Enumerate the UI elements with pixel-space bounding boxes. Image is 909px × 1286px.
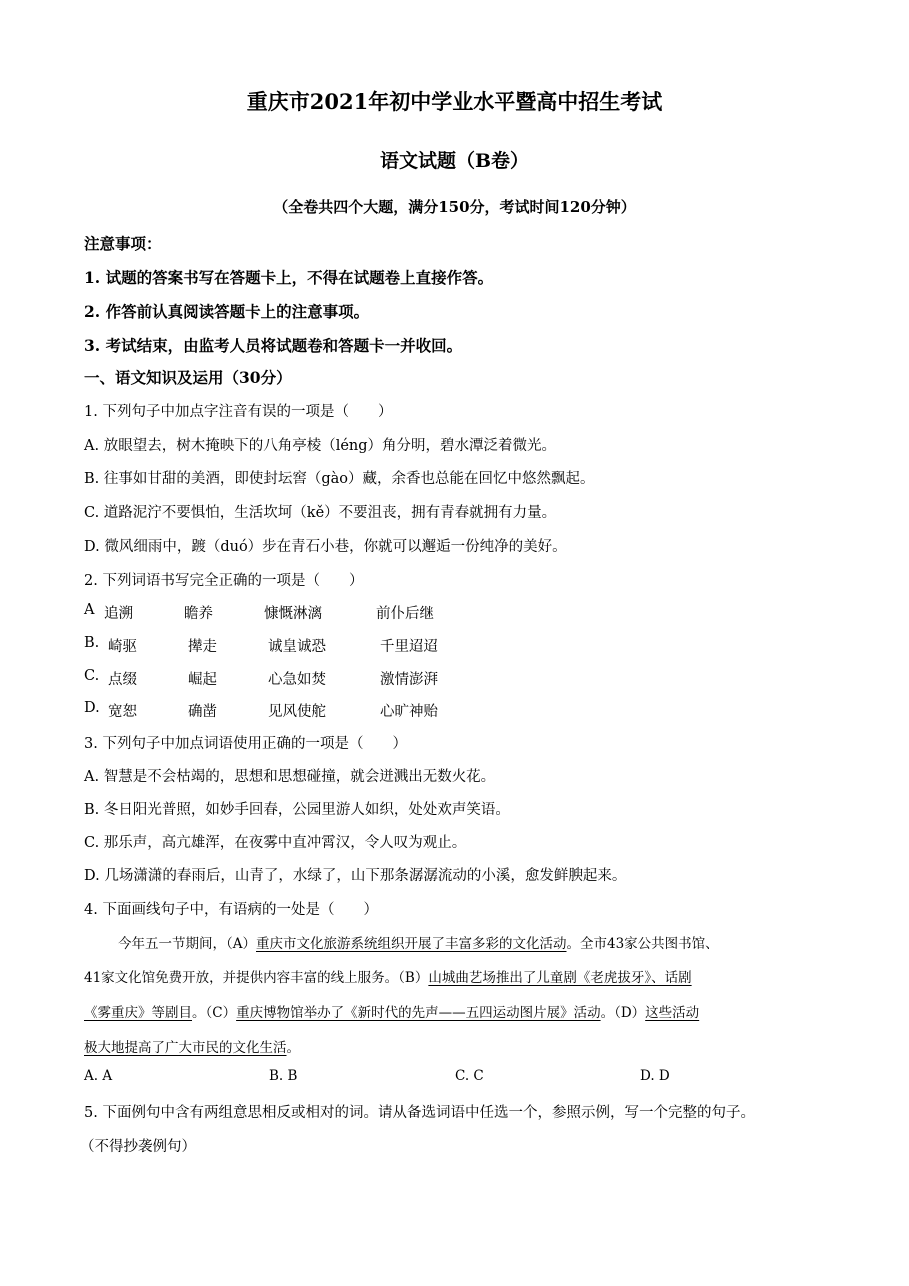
q4-text: 。全市43家公共图书馆、 [566,936,719,952]
q4-text: 。（D） [600,1005,646,1021]
q5-stem-note: （不得抄袭例句） [80,1139,196,1155]
exam-title: 重庆市2021年初中学业水平暨高中招生考试 [246,89,663,114]
q4-option: B. B [269,1068,298,1084]
q4-underlined-sentence-c: 重庆博物馆举办了《新时代的先声——五四运动图片展》活动 [236,1005,601,1021]
q2-row-letter: A [84,602,95,618]
q4-passage-line [84,966,692,986]
q2-word: 确凿 [188,704,217,720]
q2-word: 撵走 [188,639,217,655]
q2-word: 心急如焚 [268,672,326,688]
q2-word: 慷慨淋漓 [264,606,322,622]
q2-word: 诚皇诚恐 [268,639,326,655]
q1-option: C. 道路泥泞不要惧怕，生活坎坷（kě）不要沮丧，拥有青春就拥有力量。 [84,505,557,521]
notice-item: 1. 试题的答案书写在答题卡上，不得在试题卷上直接作答。 [84,268,494,287]
q3-option: A. 智慧是不会枯竭的，思想和思想碰撞，就会迸溅出无数火花。 [84,769,496,785]
q4-passage-line [84,1001,699,1021]
q2-word: 宽恕 [108,704,137,720]
q2-word: 前仆后继 [376,606,434,622]
q4-text: 41家文化馆免费开放，并提供内容丰富的线上服务。（B） [84,970,429,986]
q4-text: 。 [286,1040,300,1056]
q4-option: A. A [84,1068,113,1084]
q5-stem: 5. 下面例句中含有两组意思相反或相对的词。请从备选词语中任选一个，参照示例，写一个完整的句子。 [84,1105,755,1121]
q1-option: D. 微风细雨中，踱（duó）步在青石小巷，你就可以邂逅一份纯净的美好。 [84,539,567,555]
q2-word: 追溯 [104,606,133,622]
q1-stem: 1. 下列句子中加点字注音有误的一项是（ ） [84,404,393,420]
notice-item: 2. 作答前认真阅读答题卡上的注意事项。 [84,302,370,321]
q4-passage-line [118,932,719,952]
q4-underlined-sentence-d: 这些活动 [645,1005,700,1021]
q4-option: D. D [640,1068,670,1084]
q2-row-letter: D. [84,700,100,716]
notices-heading: 注意事项： [84,234,162,253]
q2-word: 心旷神贻 [380,704,438,720]
q2-word: 千里迢迢 [380,639,438,655]
q1-option: B. 往事如甘甜的美酒，即使封坛窖（gào）藏，余香也总能在回忆中悠然飘起。 [84,471,595,487]
q3-stem: 3. 下列句子中加点词语使用正确的一项是（ ） [84,736,407,752]
q2-word: 崎驱 [108,639,137,655]
q2-word: 激情澎湃 [380,672,438,688]
q4-stem: 4. 下面画线句子中，有语病的一处是（ ） [84,902,378,918]
q2-word: 点缀 [108,672,137,688]
q2-stem: 2. 下列词语书写完全正确的一项是（ ） [84,573,364,589]
q2-row-letter: C. [84,668,100,684]
q2-word: 崛起 [188,672,217,688]
exam-subtitle: 语文试题（B卷） [379,150,530,172]
q4-text: 今年五一节期间，（A） [118,936,256,952]
q4-underlined-sentence-a: 重庆市文化旅游系统组织开展了丰富多彩的文化活动 [256,936,567,952]
notice-item: 3. 考试结束，由监考人员将试题卷和答题卡一并收回。 [84,336,463,355]
q4-underlined-sentence-b: 《雾重庆》等剧目 [84,1005,192,1021]
q3-option: C. 那乐声，高亢雄浑，在夜雾中直冲霄汉，令人叹为观止。 [84,835,467,851]
q4-text: 。（C） [192,1005,237,1021]
q4-underlined-sentence-d: 极大地提高了广大市民的文化生活 [84,1040,287,1056]
exam-note: （全卷共四个大题，满分150分，考试时间120分钟） [273,198,636,216]
q3-option: B. 冬日阳光普照，如妙手回春，公园里游人如织，处处欢声笑语。 [84,802,510,818]
q2-row-letter: B. [84,635,100,651]
q4-underlined-sentence-b: 山城曲艺场推出了儿童剧《老虎拔牙》、话剧 [428,970,692,986]
q1-option: A. 放眼望去，树木掩映下的八角亭棱（léng）角分明，碧水潭泛着微光。 [84,438,557,454]
q3-option: D. 几场潇潇的春雨后，山青了，水绿了，山下那条潺潺流动的小溪，愈发鲜腴起来。 [84,868,627,884]
q2-word: 瞻养 [184,606,213,622]
section-heading: 一、语文知识及运用（30分） [84,368,292,387]
q2-word: 见风使舵 [268,704,326,720]
q4-option: C. C [455,1068,484,1084]
q4-passage-line [84,1036,300,1056]
